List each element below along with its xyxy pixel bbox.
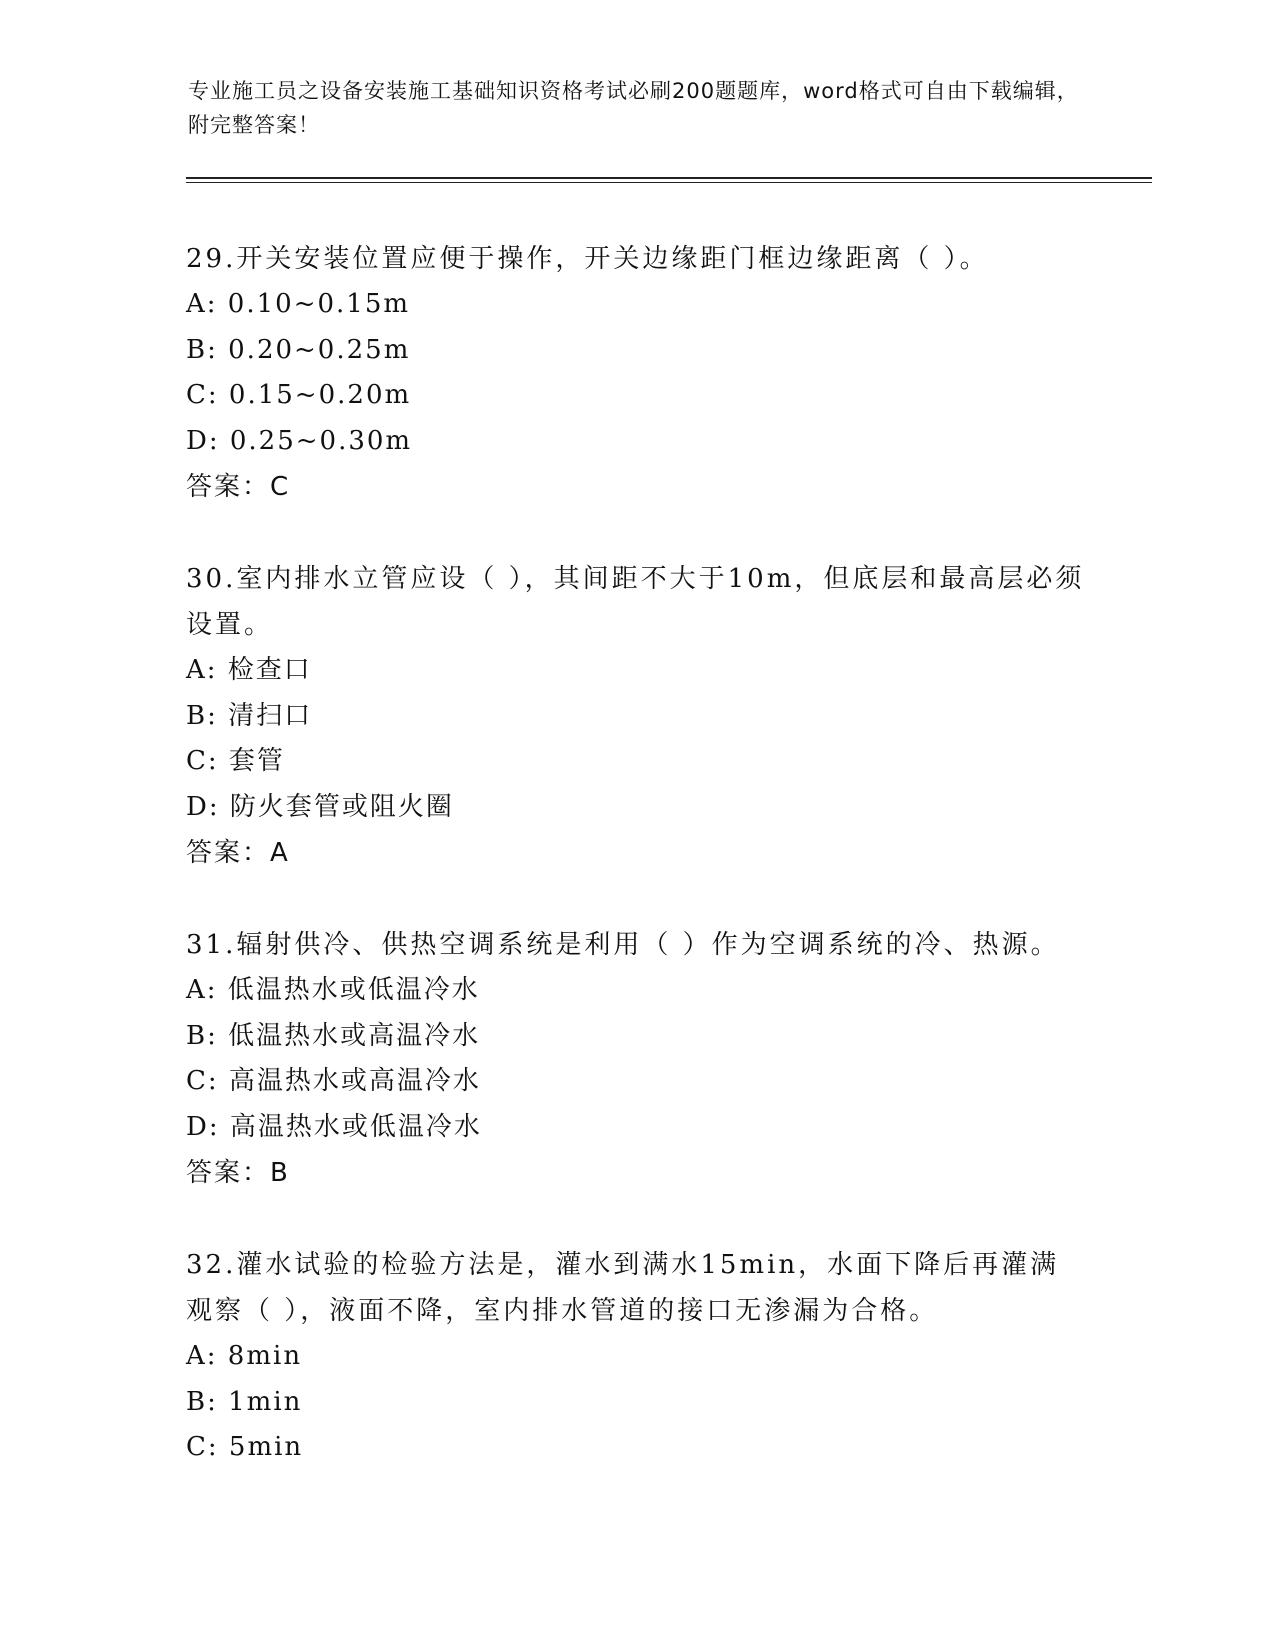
option-c: C: 高温热水或高温冷水 [186, 1066, 481, 1096]
question-29 [186, 236, 1086, 510]
question-30 [186, 556, 1086, 876]
option-c: C: 0.15~0.20m [186, 380, 412, 410]
document-header: 专业施工员之设备安装施工基础知识资格考试必刷200题题库，word格式可自由下载编辑，附完整答案！ [188, 79, 1079, 137]
question-stem: 29.开关安装位置应便于操作，开关边缘距门框边缘距离（ ）。 [186, 244, 989, 274]
header-divider-thick [186, 177, 1152, 179]
option-a: A: 检查口 [186, 655, 312, 685]
option-b: B: 1min [186, 1386, 303, 1417]
option-b: B: 低温热水或高温冷水 [186, 1020, 481, 1051]
option-d: D: 0.25~0.30m [186, 425, 413, 456]
option-d: D: 高温热水或低温冷水 [186, 1111, 482, 1142]
question-stem: 31.辐射供冷、供热空调系统是利用（ ）作为空调系统的冷、热源。 [186, 930, 1060, 960]
option-b: B: 0.20~0.25m [186, 334, 411, 365]
question-stem: 32.灌水试验的检验方法是，灌水到满水15min，水面下降后再灌满观察（ ），液面不降，室内排水管道的接口无渗漏为合格。 [186, 1250, 1060, 1326]
question-list [186, 236, 1086, 1517]
option-c: C: 5min [186, 1432, 304, 1462]
option-a: A: 8min [186, 1341, 303, 1371]
answer-line: 答案：A [186, 838, 290, 868]
answer-line: 答案：C [186, 472, 291, 502]
header-divider-thin [186, 182, 1152, 183]
question-stem: 30.室内排水立管应设（ ），其间距不大于10m，但底层和最高层必须设置。 [186, 564, 1085, 640]
option-b: B: 清扫口 [186, 700, 313, 731]
option-a: A: 0.10~0.15m [186, 289, 411, 319]
question-32 [186, 1242, 1086, 1471]
answer-line: 答案：B [186, 1158, 290, 1188]
option-a: A: 低温热水或低温冷水 [186, 975, 480, 1005]
option-d: D: 防火套管或阻火圈 [186, 791, 454, 822]
question-31 [186, 922, 1086, 1196]
option-c: C: 套管 [186, 746, 285, 776]
